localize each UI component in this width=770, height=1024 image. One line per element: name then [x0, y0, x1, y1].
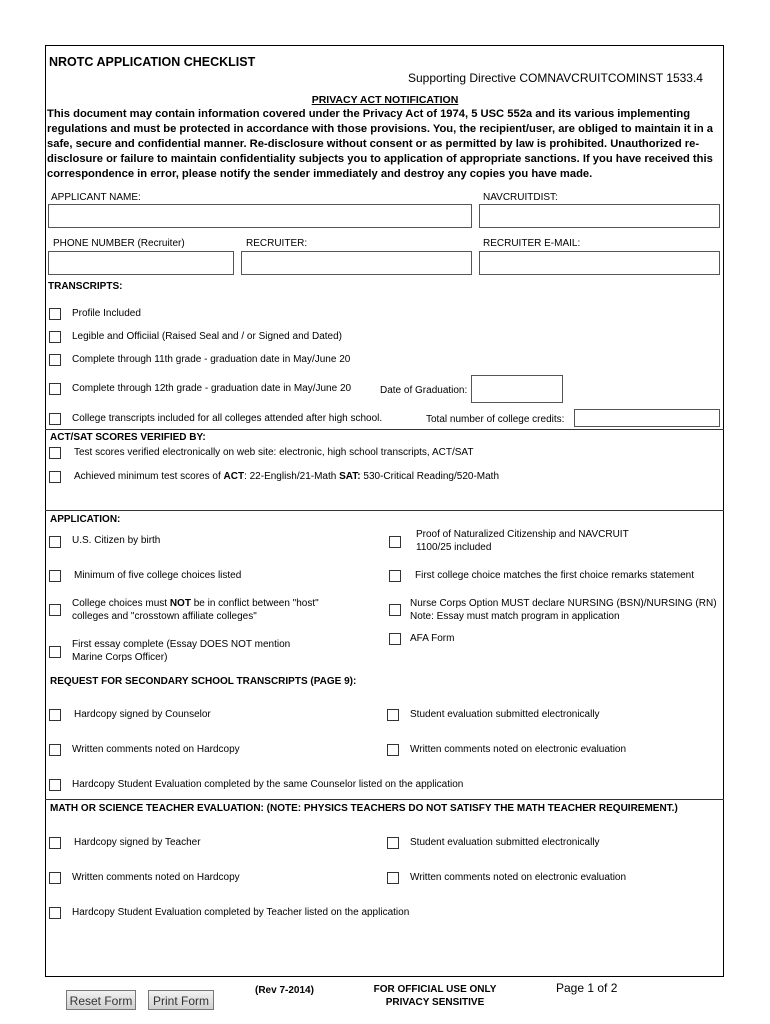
official-use-notice: FOR OFFICIAL USE ONLY PRIVACY SENSITIVE	[373, 984, 497, 1008]
written-comments-hardcopy-label: Written comments noted on Hardcopy	[72, 744, 240, 755]
teacher-written-comments-hardcopy-label: Written comments noted on Hardcopy	[72, 872, 240, 883]
checkbox-teacher-student-eval-electronic[interactable]	[387, 837, 399, 849]
phone-number-input[interactable]	[48, 251, 234, 275]
us-citizen-label: U.S. Citizen by birth	[72, 535, 161, 546]
graduation-date-input[interactable]	[471, 375, 563, 403]
page-number: Page 1 of 2	[556, 981, 618, 995]
test-scores-verified-label: Test scores verified electronically on web site: electronic, high school transcripts, ACT/SAT	[74, 447, 474, 458]
applicant-name-input[interactable]	[48, 204, 472, 228]
hardcopy-signed-teacher-label: Hardcopy signed by Teacher	[74, 837, 201, 848]
form-title: NROTC APPLICATION CHECKLIST	[49, 55, 256, 69]
revision-label: (Rev 7-2014)	[255, 985, 314, 996]
secondary-transcripts-heading: REQUEST FOR SECONDARY SCHOOL TRANSCRIPTS (PAGE 9):	[50, 676, 357, 687]
teacher-listed-label: Hardcopy Student Evaluation completed by Teacher listed on the application	[72, 907, 410, 918]
checkbox-same-counselor[interactable]	[49, 779, 61, 791]
recruiter-input[interactable]	[241, 251, 472, 275]
recruiter-email-label: RECRUITER E-MAIL:	[483, 238, 581, 249]
teacher-written-comments-electronic-label: Written comments noted on electronic evaluation	[410, 872, 627, 883]
nurse-corps-option-label: Nurse Corps Option MUST declare NURSING (BSN)/NURSING (RN) Note: Essay must match program in application	[410, 598, 717, 622]
checkbox-college-choices-conflict[interactable]	[49, 604, 61, 616]
checkbox-legible-official[interactable]	[49, 331, 61, 343]
college-transcripts-label: College transcripts included for all colleges attended after high school.	[72, 413, 383, 424]
profile-included-label: Profile Included	[72, 308, 141, 319]
checkbox-hardcopy-signed-teacher[interactable]	[49, 837, 61, 849]
checkbox-teacher-listed[interactable]	[49, 907, 61, 919]
application-heading: APPLICATION:	[50, 514, 121, 525]
college-credits-input[interactable]	[574, 409, 720, 427]
checkbox-nurse-corps-option[interactable]	[389, 604, 401, 616]
complete-11th-grade-label: Complete through 11th grade - graduation date in May/June 20	[72, 354, 351, 365]
navcruitdist-label: NAVCRUITDIST:	[483, 192, 558, 203]
act-sat-heading: ACT/SAT SCORES VERIFIED BY:	[50, 432, 206, 443]
college-choices-conflict-label: College choices must NOT be in conflict between "host" colleges and "crosstown affiliate colleges"	[72, 598, 319, 622]
section-divider	[45, 429, 724, 430]
five-college-choices-label: Minimum of five college choices listed	[74, 570, 242, 581]
reset-form-button[interactable]: Reset Form	[66, 990, 136, 1010]
section-divider	[45, 799, 724, 800]
checkbox-us-citizen[interactable]	[49, 536, 61, 548]
checkbox-college-transcripts[interactable]	[49, 413, 61, 425]
checkbox-afa-form[interactable]	[389, 633, 401, 645]
written-comments-electronic-label: Written comments noted on electronic evaluation	[410, 744, 627, 755]
legible-official-label: Legible and Officiial (Raised Seal and / or Signed and Dated)	[72, 331, 342, 342]
checkbox-complete-12th-grade[interactable]	[49, 383, 61, 395]
transcripts-heading: TRANSCRIPTS:	[48, 281, 123, 292]
checkbox-complete-11th-grade[interactable]	[49, 354, 61, 366]
first-choice-matches-label: First college choice matches the first choice remarks statement	[415, 570, 694, 581]
supporting-directive: Supporting Directive COMNAVCRUITCOMINST 1533.4	[408, 71, 703, 85]
print-form-button[interactable]: Print Form	[148, 990, 214, 1010]
naturalized-citizenship-label: Proof of Naturalized Citizenship and NAVCRUIT 1100/25 included	[416, 529, 629, 553]
checkbox-teacher-written-comments-electronic[interactable]	[387, 872, 399, 884]
section-divider	[45, 510, 724, 511]
student-eval-electronic-label: Student evaluation submitted electronically	[410, 709, 600, 720]
privacy-act-text: This document may contain information covered under the Privacy Act of 1974, 5 USC 552a and its various implementing regulations and must be protected in accordance with those provisions. You, the recipient/user, are obliged to maintain it in a safe, secure and confidential manner. Re-disclosure without consent or as permitted by law is prohibited. Unauthorized re-disclosure or failure to maintain confidentiality subjects you to application of appropriate sanctions. If you have received this correspondence in error, please notify the sender immediately and destroy any copies you have made.	[47, 108, 713, 180]
privacy-act-title: PRIVACY ACT NOTIFICATION	[311, 94, 459, 106]
teacher-student-eval-electronic-label: Student evaluation submitted electronically	[410, 837, 600, 848]
applicant-name-label: APPLICANT NAME:	[51, 192, 141, 203]
checkbox-written-comments-electronic[interactable]	[387, 744, 399, 756]
checkbox-teacher-written-comments-hardcopy[interactable]	[49, 872, 61, 884]
same-counselor-label: Hardcopy Student Evaluation completed by the same Counselor listed on the application	[72, 779, 464, 790]
checkbox-five-college-choices[interactable]	[49, 570, 61, 582]
college-credits-label: Total number of college credits:	[426, 414, 565, 425]
recruiter-email-input[interactable]	[479, 251, 720, 275]
navcruitdist-input[interactable]	[479, 204, 720, 228]
checkbox-minimum-test-scores[interactable]	[49, 471, 61, 483]
checkbox-first-choice-matches[interactable]	[389, 570, 401, 582]
graduation-date-label: Date of Graduation:	[380, 385, 468, 396]
afa-form-label: AFA Form	[410, 633, 455, 644]
teacher-evaluation-heading: MATH OR SCIENCE TEACHER EVALUATION: (NOTE: PHYSICS TEACHERS DO NOT SATISFY THE MATH TEACHER REQUIREMENT.)	[50, 803, 678, 814]
first-essay-complete-label: First essay complete (Essay DOES NOT mention Marine Corps Officer)	[72, 639, 291, 663]
checkbox-test-scores-verified[interactable]	[49, 447, 61, 459]
checkbox-student-eval-electronic[interactable]	[387, 709, 399, 721]
minimum-test-scores-label: Achieved minimum test scores of ACT: 22-English/21-Math SAT: 530-Critical Reading/520-Math	[74, 471, 500, 482]
checkbox-first-essay-complete[interactable]	[49, 646, 61, 658]
checkbox-hardcopy-signed-counselor[interactable]	[49, 709, 61, 721]
recruiter-label: RECRUITER:	[246, 238, 308, 249]
checkbox-naturalized-citizenship[interactable]	[389, 536, 401, 548]
hardcopy-signed-counselor-label: Hardcopy signed by Counselor	[74, 709, 211, 720]
checkbox-profile-included[interactable]	[49, 308, 61, 320]
phone-number-label: PHONE NUMBER (Recruiter)	[53, 238, 185, 249]
checkbox-written-comments-hardcopy[interactable]	[49, 744, 61, 756]
complete-12th-grade-label: Complete through 12th grade - graduation date in May/June 20	[72, 383, 352, 394]
